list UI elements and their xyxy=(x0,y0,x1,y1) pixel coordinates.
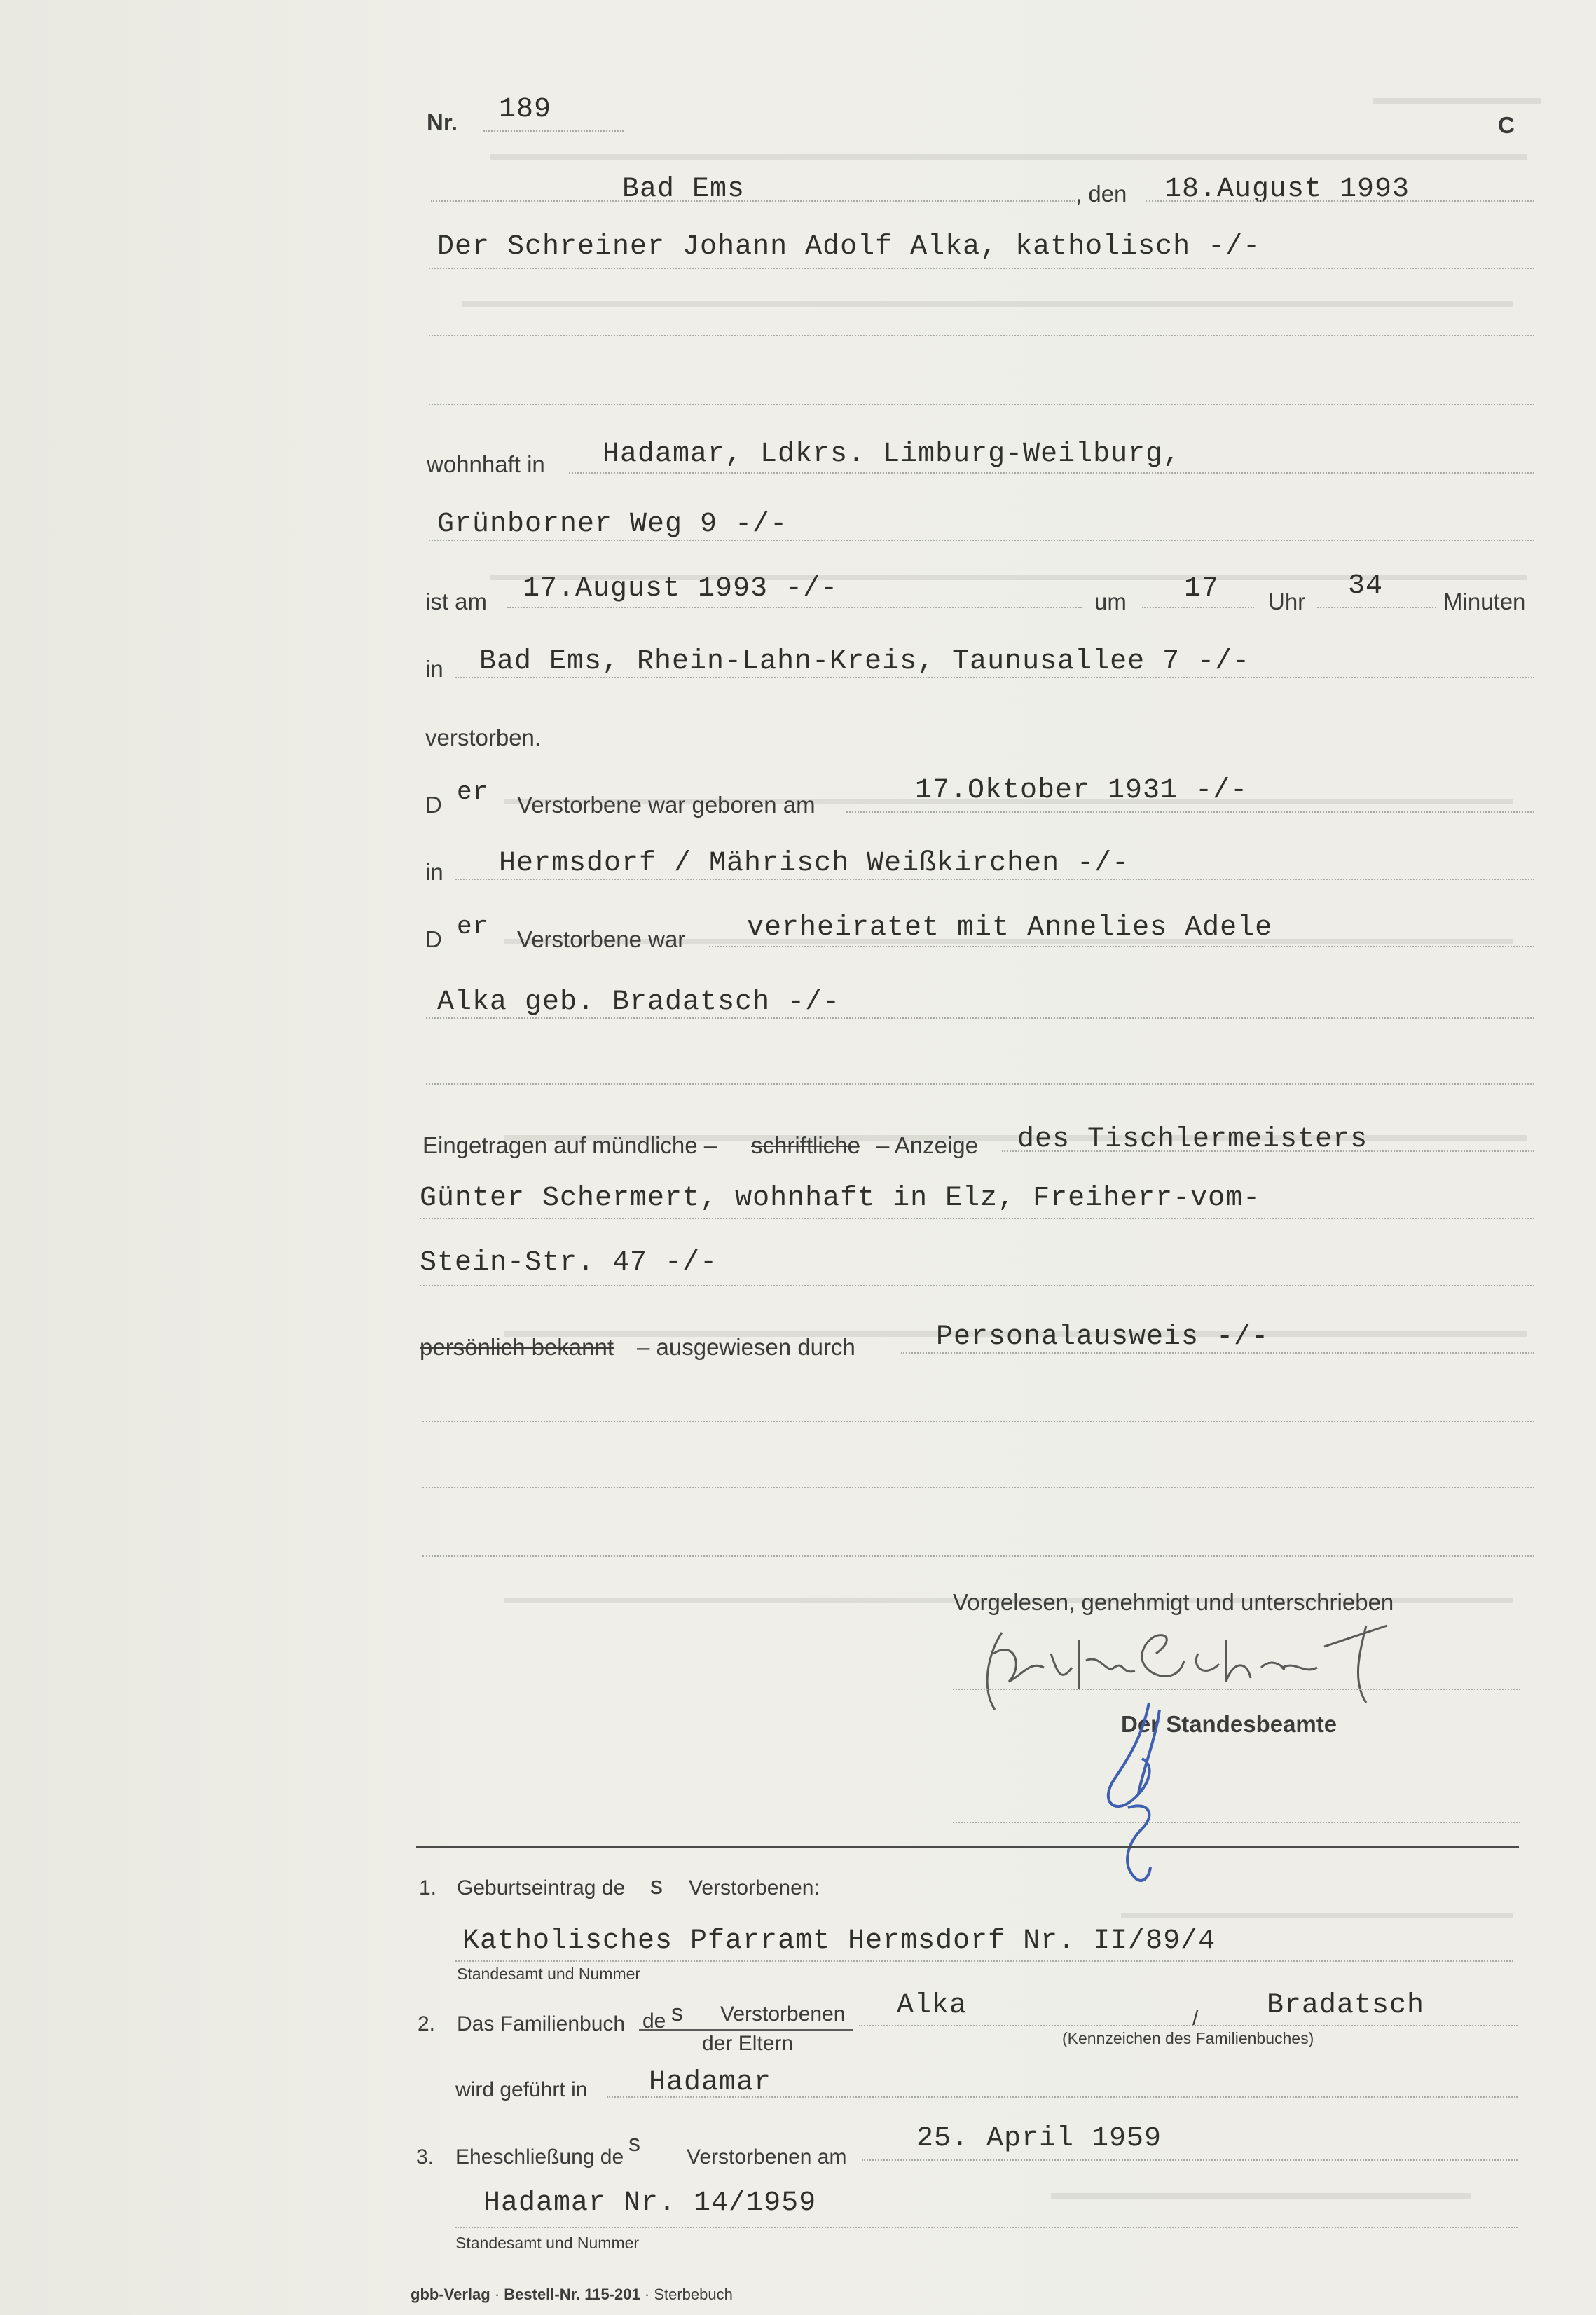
id-document: Personalausweis -/- xyxy=(936,1321,1270,1353)
order-number: Bestell-Nr. 115-201 xyxy=(504,2286,640,2303)
um-label: um xyxy=(1094,589,1127,614)
item2-eltern: der Eltern xyxy=(702,2032,794,2055)
war-label: Verstorbene war xyxy=(517,926,686,952)
item2-value-2: Bradatsch xyxy=(1267,1990,1425,2021)
dotted-line xyxy=(846,811,1534,813)
ist-am-label: ist am xyxy=(425,589,488,614)
deceased-name-line: Der Schreiner Johann Adolf Alka, katholisch -/- xyxy=(437,231,1261,263)
nr-label: Nr. xyxy=(427,109,458,135)
dotted-line xyxy=(455,677,1534,678)
section-rule xyxy=(416,1846,1519,1848)
dotted-line xyxy=(422,1487,1534,1488)
dotted-line xyxy=(507,607,1082,608)
dotted-line xyxy=(607,2096,1518,2098)
bekannt-label-struck: persönlich bekannt xyxy=(420,1334,614,1360)
item3-suffix: Verstorbenen am xyxy=(687,2145,847,2169)
informant-line-2: Günter Schermert, wohnhaft in Elz, Freiherr-vom- xyxy=(420,1183,1261,1214)
dotted-line xyxy=(420,1285,1534,1286)
in-label: in xyxy=(425,859,443,885)
dotted-line xyxy=(1146,200,1534,202)
dotted-line xyxy=(429,335,1534,336)
dotted-line xyxy=(455,879,1534,880)
ausgewiesen-label: – ausgewiesen durch xyxy=(637,1334,855,1360)
er-suffix: er xyxy=(457,778,489,806)
eingetragen-label: Eingetragen auf mündliche – xyxy=(422,1132,717,1158)
item3-label: Eheschließung de xyxy=(455,2145,624,2169)
death-place: Bad Ems, Rhein-Lahn-Kreis, Taunusallee 7 -/- xyxy=(479,646,1251,678)
item3-date: 25. April 1959 xyxy=(916,2123,1162,2155)
item2-kennzeichen: (Kennzeichen des Familienbuches) xyxy=(1062,2029,1314,2047)
d-label: D xyxy=(425,792,442,818)
item2-label: Das Familienbuch xyxy=(457,2012,626,2035)
wohnhaft-label: wohnhaft in xyxy=(427,451,545,477)
dotted-line xyxy=(859,2025,1518,2026)
item3-sub: Standesamt und Nummer xyxy=(455,2234,640,2252)
dotted-line xyxy=(422,1555,1534,1557)
dotted-line xyxy=(1002,1150,1534,1152)
publisher-sep: · xyxy=(494,2286,500,2303)
death-hour: 17 xyxy=(1184,573,1220,605)
item2-number: 2. xyxy=(418,2012,436,2035)
geboren-label: Verstorbene war geboren am xyxy=(517,792,816,818)
birth-place: Hermsdorf / Mährisch Weißkirchen -/- xyxy=(499,848,1130,879)
er-suffix: er xyxy=(457,912,489,941)
dotted-line xyxy=(455,1960,1513,1962)
dotted-line xyxy=(1317,607,1436,608)
marital-line-1: verheiratet mit Annelies Adele xyxy=(747,912,1273,944)
dotted-line xyxy=(455,2227,1518,2228)
item2-place: Hadamar xyxy=(649,2067,772,2098)
registrar-signature xyxy=(1100,1696,1198,1892)
dotted-line xyxy=(569,472,1534,474)
informant-line-3: Stein-Str. 47 -/- xyxy=(420,1247,718,1279)
schriftliche-label-struck: schriftliche xyxy=(751,1132,860,1158)
dotted-line xyxy=(429,404,1534,405)
item1-value: Katholisches Pfarramt Hermsdorf Nr. II/89/4 xyxy=(462,1925,1216,1957)
dotted-line xyxy=(953,1822,1520,1823)
dotted-line xyxy=(862,2159,1518,2161)
dotted-line xyxy=(901,1352,1534,1354)
dotted-line xyxy=(1142,607,1254,608)
publisher-line xyxy=(411,2286,733,2304)
item1-number: 1. xyxy=(419,1876,437,1900)
in-label: in xyxy=(425,656,443,682)
record-date: 18.August 1993 xyxy=(1164,174,1410,205)
dotted-line xyxy=(429,540,1534,541)
item2-s: s xyxy=(671,2000,683,2026)
publisher-name: gbb-Verlag xyxy=(411,2286,490,2303)
d-label: D xyxy=(425,926,442,952)
dotted-line xyxy=(420,1218,1534,1219)
dotted-line xyxy=(426,1017,1534,1019)
uhr-label: Uhr xyxy=(1268,589,1306,614)
dotted-line xyxy=(422,1421,1534,1422)
death-date: 17.August 1993 -/- xyxy=(523,573,839,605)
den-label: , den xyxy=(1075,181,1127,207)
dotted-line xyxy=(483,130,624,132)
vorgelesen-label: Vorgelesen, genehmigt und unterschrieben xyxy=(953,1589,1394,1615)
item2-de: de xyxy=(642,2010,666,2033)
place-of-record: Bad Ems xyxy=(622,174,745,205)
item1-label: Geburtseintrag de xyxy=(457,1876,626,1900)
dotted-line xyxy=(431,200,1075,202)
anzeige-label: – Anzeige xyxy=(876,1132,978,1158)
minuten-label: Minuten xyxy=(1443,589,1526,614)
item3-number: 3. xyxy=(416,2145,434,2169)
item1-sub: Standesamt und Nummer xyxy=(457,1965,641,1983)
item2-gefuehrt-label: wird geführt in xyxy=(455,2078,588,2101)
item3-s: s xyxy=(628,2130,640,2157)
item3-value: Hadamar Nr. 14/1959 xyxy=(483,2187,817,2219)
book-type: Sterbebuch xyxy=(654,2286,733,2303)
fraction-line xyxy=(639,2029,853,2031)
birth-date: 17.Oktober 1931 -/- xyxy=(915,775,1248,806)
address-line-2: Grünborner Weg 9 -/- xyxy=(437,509,788,540)
item1-suffix: Verstorbenen: xyxy=(689,1876,820,1900)
informant-line-1: des Tischlermeisters xyxy=(1017,1124,1368,1155)
marital-line-2: Alka geb. Bradatsch -/- xyxy=(437,987,841,1018)
item2-value-1: Alka xyxy=(897,1990,968,2021)
item2-verstorbenen: Verstorbenen xyxy=(720,2003,846,2026)
dotted-line xyxy=(429,268,1534,269)
address-line-1: Hadamar, Ldkrs. Limburg-Weilburg, xyxy=(603,439,1181,470)
dotted-line xyxy=(953,1689,1520,1690)
death-minutes: 34 xyxy=(1348,570,1384,602)
publisher-sep: · xyxy=(644,2286,650,2303)
item1-s: s xyxy=(650,1871,663,1900)
item2-slash: / xyxy=(1192,2007,1199,2030)
nr-value: 189 xyxy=(499,94,552,125)
verstorben-label: verstorben. xyxy=(425,724,542,750)
corner-letter: C xyxy=(1498,112,1515,138)
standesbeamte-label: Der Standesbeamte xyxy=(1121,1711,1337,1737)
dotted-line xyxy=(709,946,1534,947)
dotted-line xyxy=(426,1083,1534,1085)
